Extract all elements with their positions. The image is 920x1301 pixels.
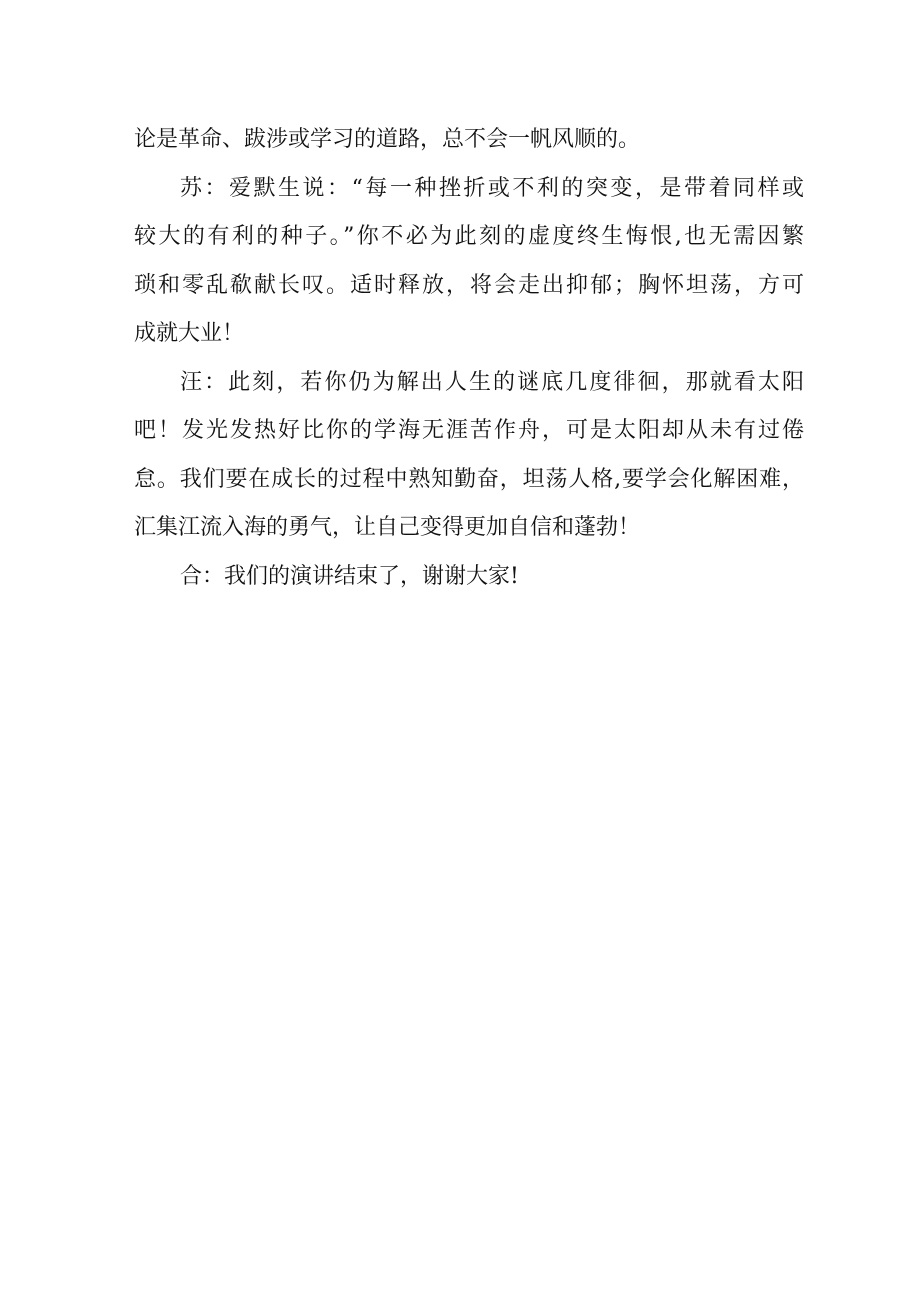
text-line: 怠。我们要在成长的过程中熟知勤奋，坦荡人格,要学会化解困难， xyxy=(134,466,804,492)
text-line: 琐和零乱欷献长叹。适时释放，将会走出抑郁；胸怀坦荡，方可 xyxy=(134,272,804,298)
paragraph-su xyxy=(134,165,804,359)
text-line: 汪：此刻，若你仍为解出人生的谜底几度徘徊，那就看太阳 xyxy=(180,369,804,395)
paragraph-wang xyxy=(134,359,804,553)
text-line: 论是革命、跋涉或学习的道路，总不会一帆风顺的。 xyxy=(134,127,641,152)
text-line: 成就大业！ xyxy=(134,321,245,346)
text-line: 较大的有利的种子。”你不必为此刻的虚度终生悔恨,也无需因繁 xyxy=(134,224,804,249)
text-line: 汇集江流入海的勇气，让自己变得更加自信和蓬勃！ xyxy=(134,515,641,540)
paragraph-he xyxy=(134,553,804,602)
text-line: 吧！发光发热好比你的学海无涯苦作舟，可是太阳却从未有过倦 xyxy=(134,418,804,443)
text-line: 合：我们的演讲结束了，谢谢大家! xyxy=(180,563,519,589)
paragraph-intro-tail xyxy=(134,116,804,165)
text-line: 苏：爱默生说：“每一种挫折或不利的突变，是带着同样或 xyxy=(180,175,804,201)
document-body xyxy=(134,116,804,601)
